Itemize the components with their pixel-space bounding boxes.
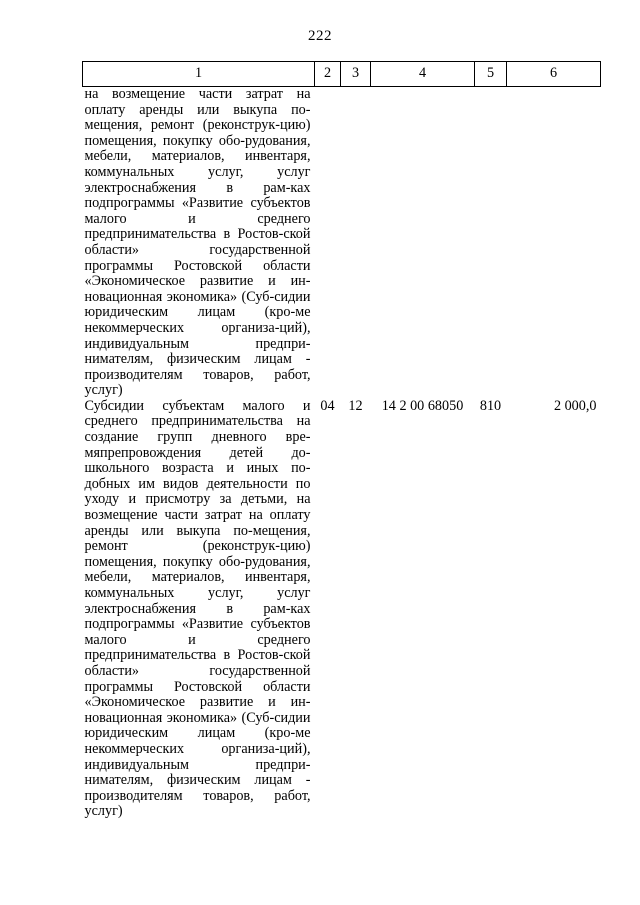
page-number: 222 bbox=[308, 28, 332, 44]
table-row bbox=[83, 399, 601, 820]
row-target-article-code: 14 2 00 68050 bbox=[381, 397, 464, 414]
row-target-article-code bbox=[371, 87, 475, 399]
row-subsection-code: 12 bbox=[348, 397, 363, 414]
row-expense-type-code bbox=[475, 87, 507, 399]
column-header-2: 2 bbox=[315, 62, 341, 87]
column-header-5: 5 bbox=[475, 62, 507, 87]
row-expense-type-code: 810 bbox=[479, 397, 502, 414]
row-subsection-code bbox=[341, 87, 371, 399]
row-description: на возмещение части затрат на оплату аренды или выкупа по-мещения, ремонт (реконструк-цию) помещения, покупку обо-рудования, мебели, материалов, инвентаря, коммунальных услуг, услуг электроснабжения в рам-ках подпрограммы «Развитие субъектов малого и среднего предпринимательства в Ростов-ской области» государственной программы Ростовской области «Экономическое развитие и ин-новационная экономика» (Суб-сидии юридическим лицам (кро-ме некоммерческих организа-ций), индивидуальным предпри-нимателям, физическим лицам - производителям товаров, работ, услуг) bbox=[84, 86, 311, 399]
row-section-code: 04 bbox=[320, 397, 335, 414]
table-header-row bbox=[83, 62, 601, 87]
budget-table bbox=[82, 61, 601, 820]
row-section-code bbox=[315, 87, 341, 399]
table-row bbox=[83, 87, 601, 399]
row-amount: 2 000,0 bbox=[553, 397, 597, 414]
column-header-6: 6 bbox=[507, 62, 601, 87]
row-amount bbox=[507, 87, 601, 399]
column-header-4: 4 bbox=[371, 62, 475, 87]
column-header-3: 3 bbox=[341, 62, 371, 87]
column-header-1: 1 bbox=[83, 62, 315, 87]
row-description: Субсидии субъектам малого и среднего предпринимательства на создание групп дневного вре-мяпрепровождения детей до-школьного возраста и иных по-добных им видов деятельности по уходу и присмотру за детьми, на возмещение части затрат на оплату аренды или выкупа по-мещения, ремонт (реконструк-цию) помещения, покупку обо-рудования, мебели, материалов, инвентаря, коммунальных услуг, услуг электроснабжения в рам-ках подпрограммы «Развитие субъектов малого и среднего предпринимательства в Ростов-ской области» государственной программы Ростовской области «Экономическое развитие и ин-новационная экономика» (Суб-сидии юридическим лицам (кро-ме некоммерческих организа-ций), индивидуальным предпри-нимателям, физическим лицам - производителям товаров, работ, услуг) bbox=[84, 397, 311, 820]
